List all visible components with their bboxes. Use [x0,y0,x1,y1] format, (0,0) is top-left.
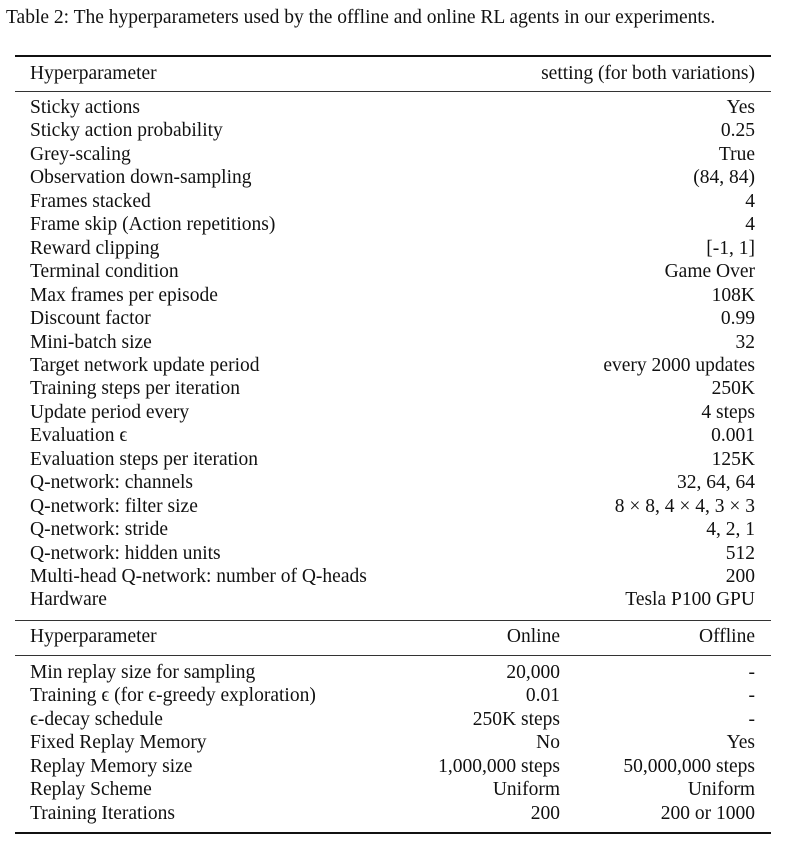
param-name: Grey-scaling [30,143,131,165]
table-row [30,448,755,471]
table-row [30,802,755,825]
param-value: 512 [725,542,755,564]
param-value: 4 steps [701,401,755,423]
table-row [30,731,755,754]
param-name: Update period every [30,401,190,423]
online-value: No [536,732,560,754]
param-value: 0.001 [711,425,755,447]
param-name: Reward clipping [30,237,160,259]
param-name: Training Iterations [30,802,175,824]
table2-header-online: Online [506,626,560,647]
param-name: Sticky actions [30,97,140,118]
table2-header-row [30,623,755,651]
param-name: Training steps per iteration [30,378,240,400]
param-value: (84, 84) [693,167,755,189]
offline-value: - [748,685,755,707]
table-row [30,495,755,518]
offline-value: 200 or 1000 [660,802,755,824]
param-name: Multi-head Q-network: number of Q-heads [30,566,367,587]
param-value: 108K [711,284,755,306]
param-name: Replay Memory size [30,755,193,777]
param-value: Tesla P100 GPU [625,589,755,611]
param-name: Mini-batch size [30,331,152,353]
table2-header-hyperparameter: Hyperparameter [30,626,157,647]
table-row [30,471,755,494]
param-name: Q-network: hidden units [30,542,221,564]
param-value: 4 [745,190,755,212]
param-name: Q-network: channels [30,472,193,494]
table-row [30,518,755,541]
param-name: Fixed Replay Memory [30,732,207,754]
offline-value: 50,000,000 steps [623,755,755,777]
table-row [30,565,755,588]
param-value: Yes [726,97,755,118]
table-row [30,778,755,801]
param-value: 4 [745,214,755,236]
param-name: Q-network: stride [30,519,169,541]
param-name: Frame skip (Action repetitions) [30,214,276,236]
param-name: Hardware [30,589,107,611]
param-value: 125K [711,448,755,470]
param-value: 32 [735,331,755,353]
param-name: Evaluation steps per iteration [30,448,258,470]
table2-header-rule [15,655,771,656]
param-value: 4, 2, 1 [706,519,755,541]
param-name: Observation down-sampling [30,167,252,189]
online-value: 20,000 [506,662,560,683]
param-value: 0.25 [720,120,755,142]
table-row [30,354,755,377]
param-name: Sticky action probability [30,120,223,142]
online-value: 250K steps [472,708,560,730]
offline-value: - [748,662,755,683]
param-name: ϵ-decay schedule [30,708,163,730]
table1-header-hyperparameter: Hyperparameter [30,63,157,84]
table-row [30,708,755,731]
online-value: 0.01 [525,685,560,707]
table-row [30,190,755,213]
param-value: 8 × 8, 4 × 4, 3 × 3 [614,495,755,517]
bottom-rule [15,832,771,834]
table-row [30,143,755,166]
table-row [30,96,755,119]
table-row [30,755,755,778]
table-row [30,260,755,283]
param-value: 0.99 [720,308,755,330]
param-value: 250K [711,378,755,400]
param-value: [-1, 1] [706,237,755,259]
table-row [30,424,755,447]
table2-header-offline: Offline [699,626,755,647]
table-row [30,237,755,260]
table-row [30,684,755,707]
param-value: Game Over [664,261,755,283]
table-row [30,542,755,565]
table-row [30,377,755,400]
table-row [30,284,755,307]
table-row [30,307,755,330]
param-name: Discount factor [30,308,151,330]
online-value: 1,000,000 steps [438,755,560,777]
table-row [30,119,755,142]
param-name: Target network update period [30,354,260,376]
param-value: 32, 64, 64 [677,472,755,494]
param-name: Max frames per episode [30,284,218,306]
offline-value: Uniform [687,779,755,801]
param-name: Replay Scheme [30,779,152,801]
online-value: 200 [530,802,560,824]
table-row [30,661,755,684]
param-value: every 2000 updates [603,354,755,376]
offline-value: - [748,708,755,730]
param-name: Terminal condition [30,261,179,283]
table-row [30,331,755,354]
table-row [30,401,755,424]
table-row [30,166,755,189]
header-rule [15,91,771,92]
param-name: Min replay size for sampling [30,662,256,683]
mid-rule [15,620,771,621]
table1-header-row [30,60,755,88]
offline-value: Yes [726,732,755,754]
table-caption: Table 2: The hyperparameters used by the offline and online RL agents in our experiments. [6,7,716,28]
param-name: Evaluation ϵ [30,425,128,447]
table1-header-setting: setting (for both variations) [541,63,755,84]
table-row [30,588,755,611]
param-name: Q-network: filter size [30,495,198,517]
online-value: Uniform [492,779,560,801]
param-value: 200 [725,566,755,587]
table-row [30,213,755,236]
param-value: True [718,143,755,165]
top-rule [15,55,771,57]
param-name: Training ϵ (for ϵ-greedy exploration) [30,685,316,707]
param-name: Frames stacked [30,190,151,212]
